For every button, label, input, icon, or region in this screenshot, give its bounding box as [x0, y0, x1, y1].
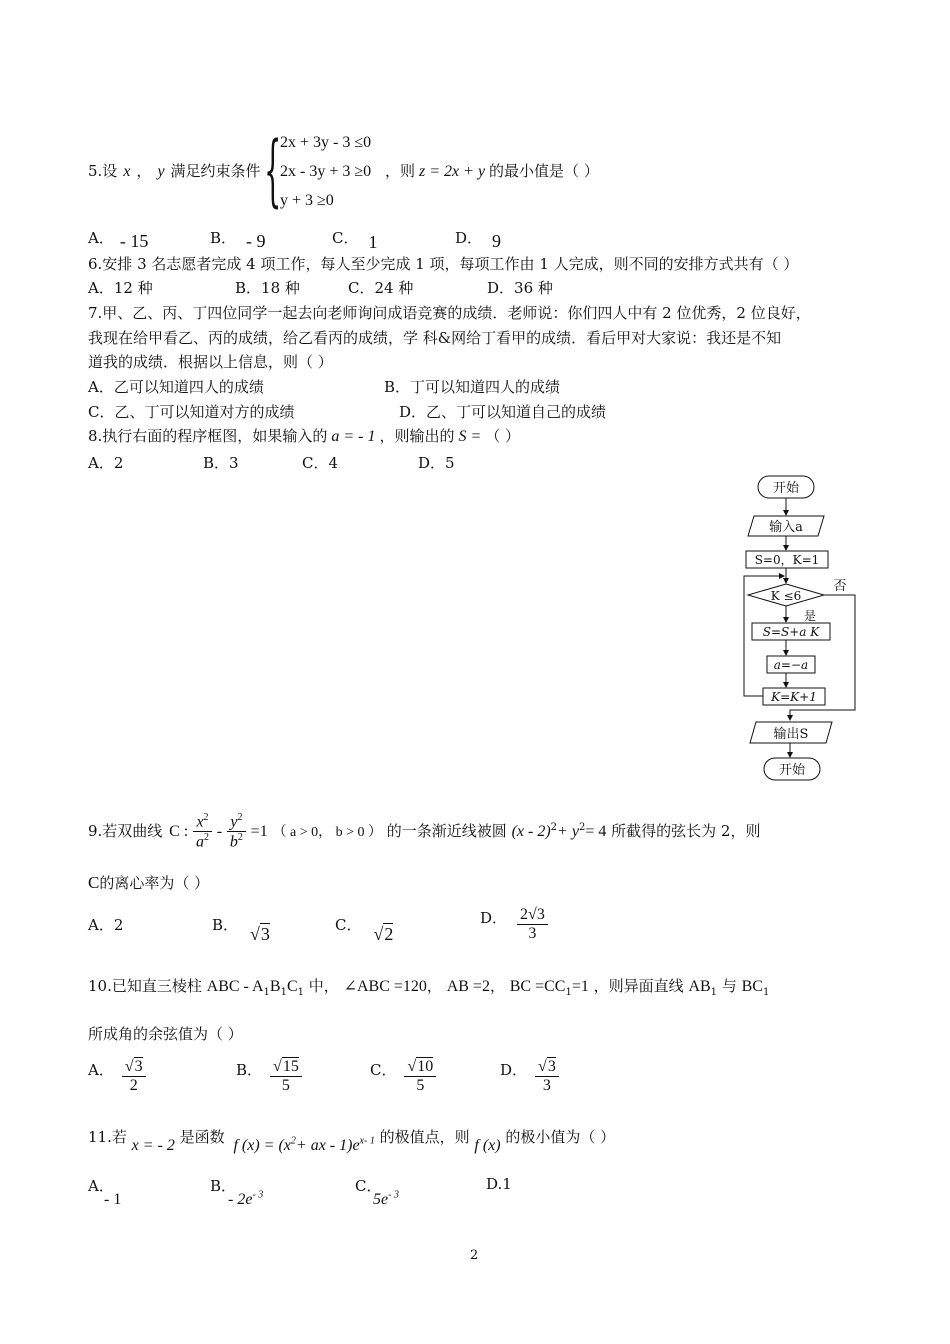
flow-input-label: 输入a — [769, 520, 803, 535]
q6-option-c: C．24 种 — [348, 279, 414, 297]
q11-option-d: D.1 — [486, 1175, 512, 1193]
q10-option-c: C． $\frac{√10}{5}$ — [370, 1058, 436, 1095]
q7-option-a: A．乙可以知道四人的成绩 — [88, 378, 264, 396]
q5-brace: { — [264, 126, 282, 216]
q9-line-2: C的离心率为（ ） — [88, 873, 210, 892]
q5-option-b: B． - 9 — [210, 229, 266, 251]
q7-option-b: B．丁可以知道四人的成绩 — [384, 378, 561, 396]
q10-stem: 10.已知直三棱柱 ABC - $A_1B_1C_1$ 中， ∠ABC =120， AB =2， BC $=CC_1=1$ ，则异面直线 $AB_1$ 与 $BC_1$ — [88, 977, 770, 998]
q6-option-b: B．18 种 — [235, 279, 300, 297]
flow-yes-label: 是 — [803, 609, 817, 623]
q11-option-c: C． $5e^{- 3}$ — [355, 1177, 399, 1209]
flow-step3-label: K=K+1 — [771, 690, 817, 704]
q5-constraint-2: 2x - 3y + 3 ≥0 — [280, 163, 372, 180]
q5-constraint-3: y + 3 ≥0 — [280, 192, 334, 209]
q10-option-d: D． $\frac{√3}{3}$ — [500, 1058, 559, 1095]
flow-start-label: 开始 — [772, 481, 800, 496]
flow-condition-label: K ≤6 — [770, 589, 802, 603]
q6-stem: 6.安排 3 名志愿者完成 4 项工作，每人至少完成 1 项，每项工作由 1 人完成，则不同的安排方式共有（ ） — [88, 255, 799, 273]
q9-stem: 9.若双曲线 C : $\frac{x^2}{a^2}$ - $\frac{y^2}{b^2}$ =1 （ a > 0， b > 0 ） 的一条渐近线被圆 $(x - 2)^2+ y^2= 4$ 所截得的弦长为 2，则 — [88, 812, 761, 851]
q6-option-a: A．12 种 — [88, 279, 153, 297]
q8-stem: 8.执行右面的程序框图，如果输入的 a = - 1 ，则输出的 S = （ ） — [88, 427, 521, 445]
flow-step2-label: a=−a — [773, 658, 809, 672]
q11-option-a: A． - 1 — [88, 1177, 122, 1208]
q6-option-d: D．36 种 — [487, 279, 553, 297]
q8-option-d: D．5 — [418, 454, 455, 472]
q9-option-d: D． $\frac{2√3}{3}$ — [480, 906, 548, 943]
flow-init-label: S=0，K=1 — [754, 553, 820, 567]
q8-option-a: A．2 — [88, 454, 124, 472]
flow-step1-label: S=S+a K — [762, 625, 820, 639]
q11-stem: 11.若 x = - 2 是函数 f $(x) = (x^2+$ ax - $1)e^{x- 1}$ 的极值点，则 f (x) 的极小值为（ ） — [88, 1128, 616, 1154]
q8-option-c: C．4 — [302, 454, 339, 472]
flow-output-label: 输出S — [773, 727, 809, 742]
q8-option-b: B．3 — [203, 454, 239, 472]
q5-constraint-1: 2x + 3y - 3 ≤0 — [280, 134, 372, 151]
flow-end-label: 开始 — [778, 763, 806, 778]
q7-line-1: 7.甲、乙、丙、丁四位同学一起去向老师询问成语竞赛的成绩．老师说：你们四人中有 2 位优秀，2 位良好， — [88, 304, 811, 322]
q7-option-c: C．乙、丁可以知道对方的成绩 — [88, 403, 295, 421]
page-number: 2 — [470, 1248, 479, 1263]
q7-line-2: 我现在给甲看乙、丙的成绩，给乙看丙的成绩，学 科&网给丁看甲的成绩．看后甲对大家说：我还是不知 — [88, 329, 782, 347]
q9-option-b: B． √3 — [212, 916, 270, 944]
q5-stem: 5.设 x ， y 满足约束条件 — [88, 162, 261, 180]
q5-objective: ，则 z = 2x + y 的最小值是（ ） — [385, 162, 599, 180]
q7-line-3: 道我的成绩．根据以上信息，则（ ） — [88, 353, 333, 371]
q5-option-c: C． 1 — [332, 229, 378, 252]
q10-option-b: B． $\frac{√15}{5}$ — [236, 1058, 302, 1095]
flowchart — [740, 470, 870, 790]
q9-option-c: C． √2 — [335, 916, 394, 944]
q5-option-d: D． 9 — [455, 229, 502, 251]
flow-no-label: 否 — [833, 579, 847, 594]
q7-option-d: D．乙、丁可以知道自己的成绩 — [399, 403, 607, 421]
q10-line-2: 所成角的余弦值为（ ） — [88, 1025, 243, 1043]
q11-option-b: B． - $2e^{- 3}$ — [210, 1177, 264, 1209]
q9-option-a: A．2 — [88, 916, 124, 934]
q10-option-a: A． $\frac{√3}{2}$ — [88, 1058, 146, 1095]
q5-option-a: A． - 15 — [88, 229, 149, 251]
